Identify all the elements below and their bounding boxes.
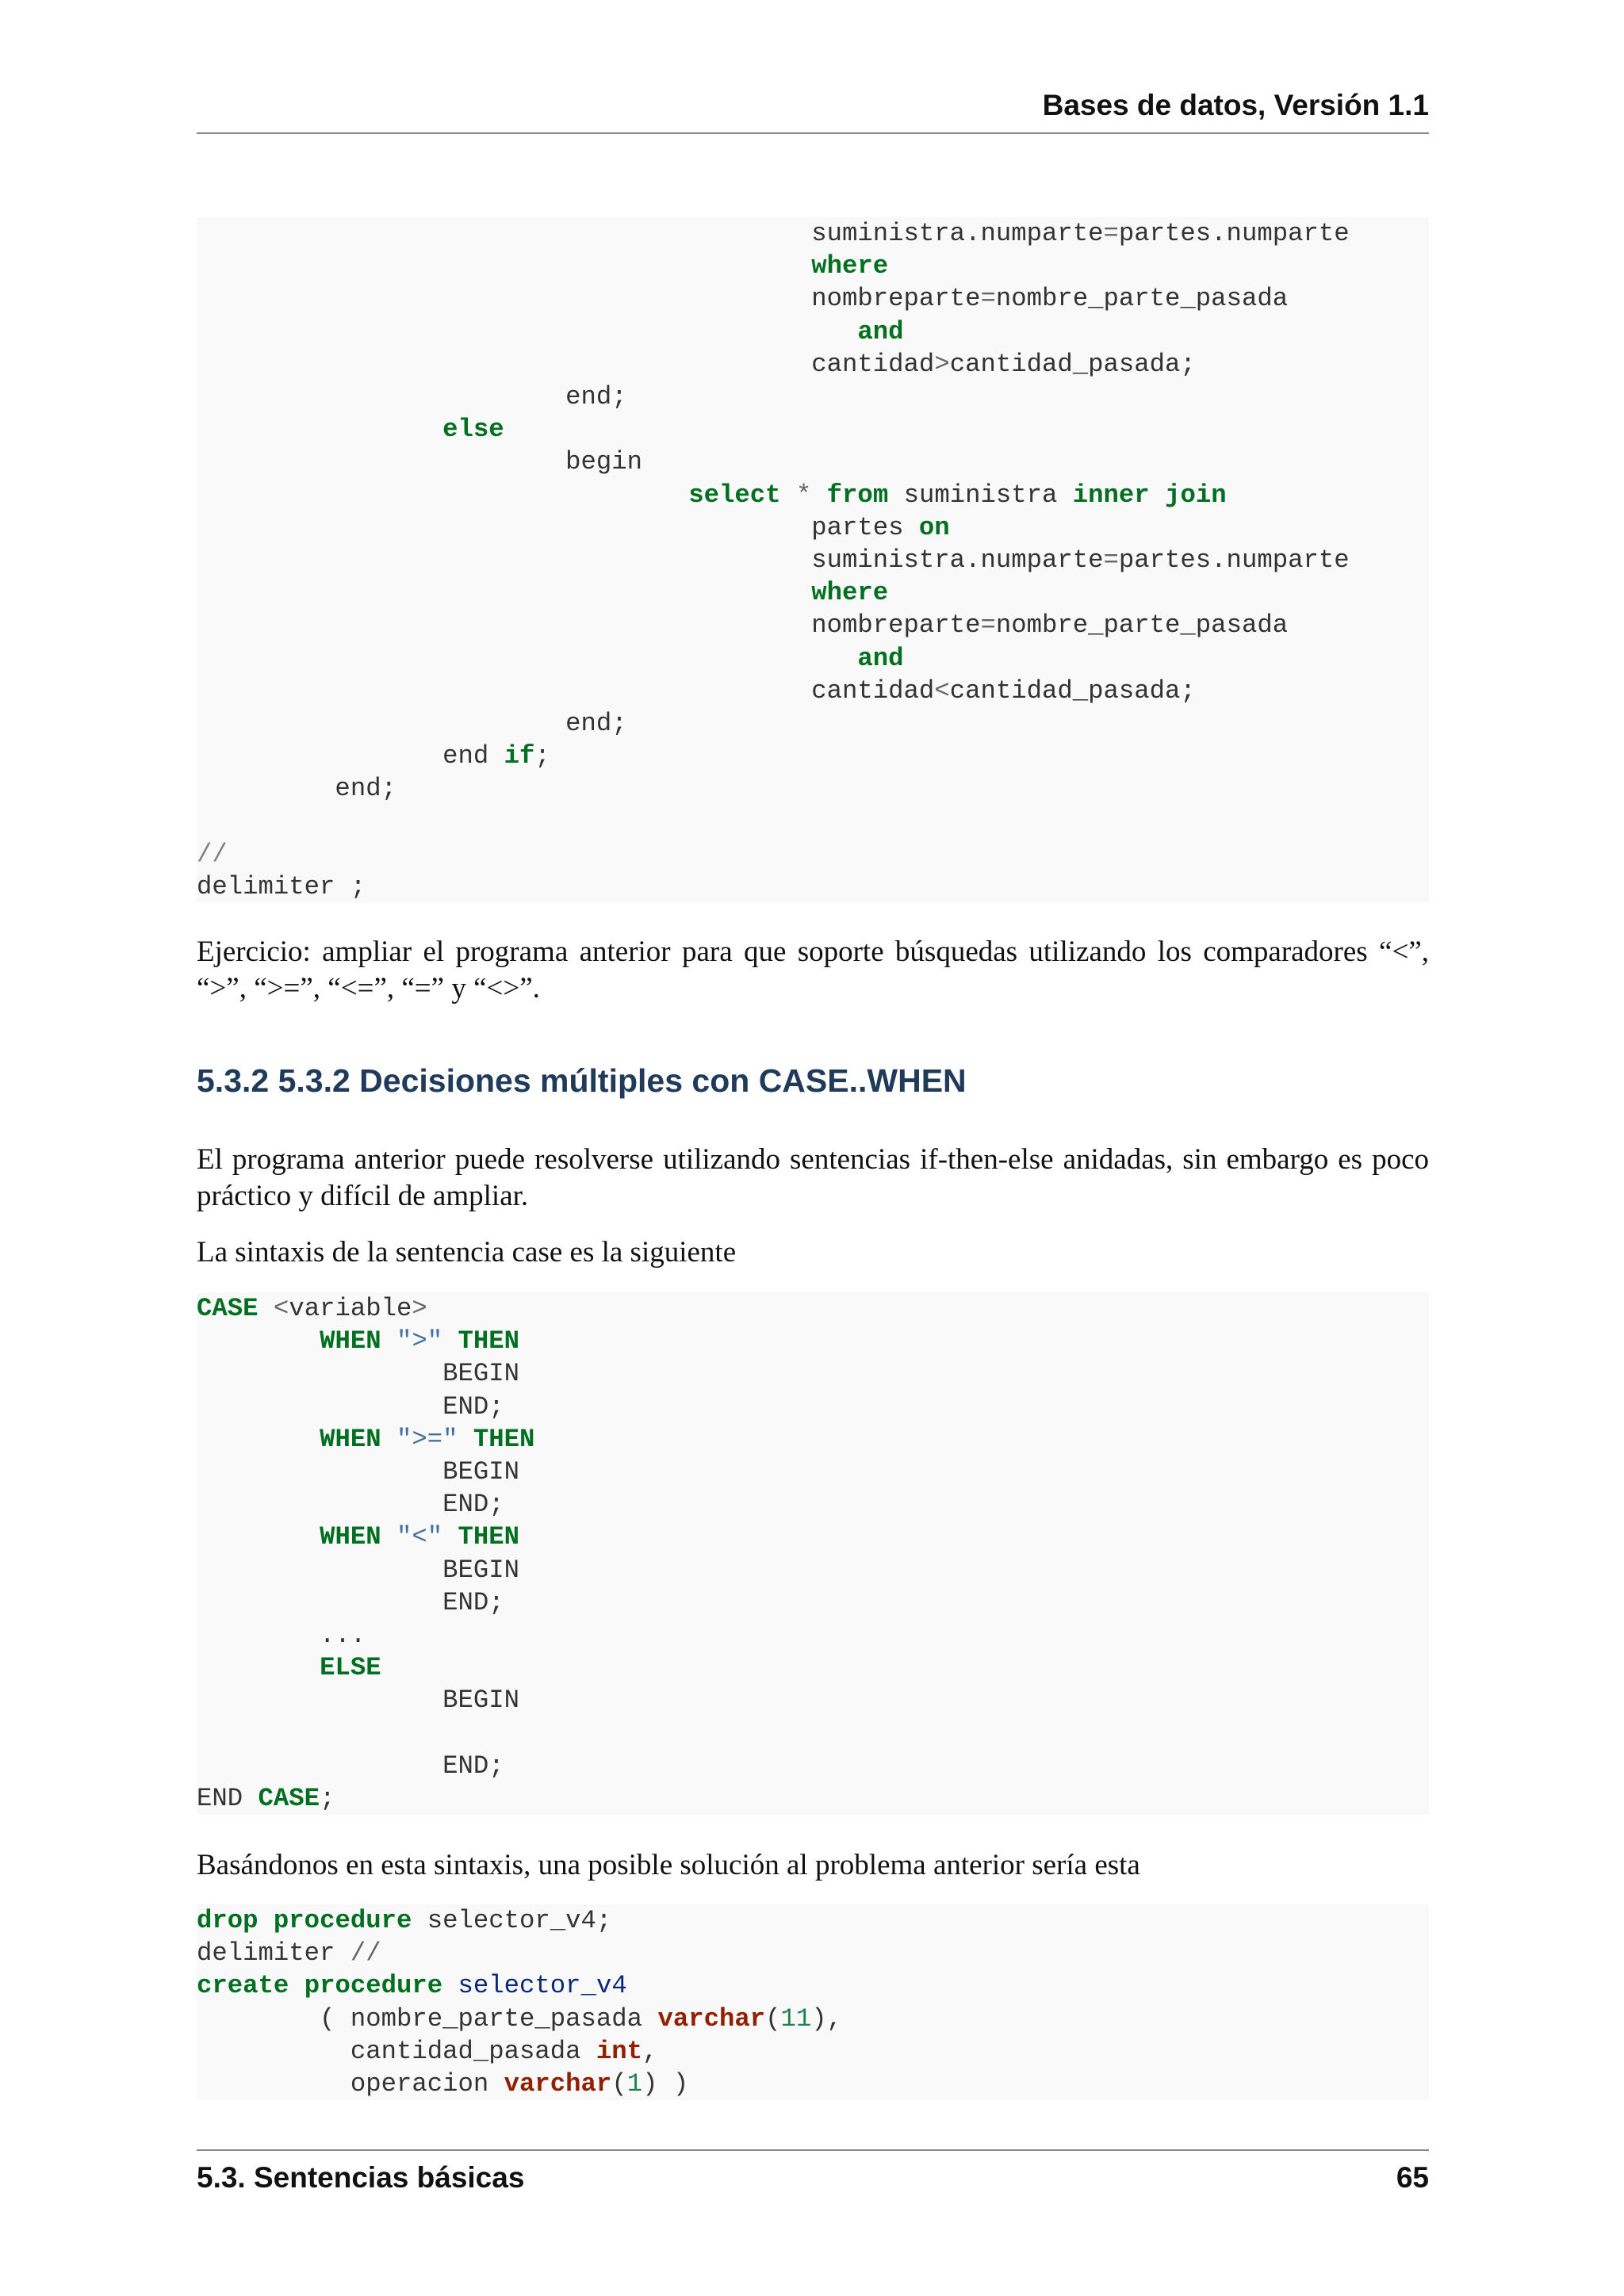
code-line — [197, 1588, 504, 1617]
code-token: select — [688, 480, 781, 510]
code-line — [197, 610, 1288, 640]
code-line — [197, 774, 396, 803]
code-line — [197, 840, 228, 869]
code-token: ), — [811, 2003, 843, 2034]
code-token: ">" — [396, 1326, 443, 1357]
syntax-paragraph: La sintaxis de la sentencia case es la siguiente — [197, 1236, 737, 1269]
code-token: partes.numparte — [1118, 545, 1350, 576]
code-token: // — [350, 1938, 381, 1969]
code-line — [197, 513, 950, 542]
code-token: partes — [197, 512, 919, 542]
code-line — [197, 1359, 519, 1388]
code-line — [197, 1556, 519, 1585]
code-line — [197, 2004, 842, 2034]
code-line — [197, 676, 1196, 706]
code-token: < — [934, 675, 950, 706]
code-line — [197, 545, 1350, 575]
code-token — [259, 1906, 274, 1935]
code-token — [197, 415, 442, 444]
code-block-case-syntax — [197, 1292, 1429, 1815]
code-token — [442, 1522, 458, 1552]
code-token: 1 — [626, 2069, 643, 2099]
code-token — [197, 1326, 320, 1356]
code-token: variable — [289, 1294, 412, 1323]
code-block-selector-v4 — [197, 1904, 1429, 2100]
code-line — [197, 872, 366, 901]
code-token: suministra — [888, 480, 1073, 510]
code-line — [197, 317, 904, 346]
header-rule — [197, 132, 1429, 134]
code-token — [197, 1425, 320, 1454]
code-token: join — [1165, 480, 1227, 510]
code-token: nombre_parte_pasada — [995, 610, 1289, 641]
code-token: else — [442, 415, 504, 445]
code-line — [197, 1938, 381, 1968]
code-token: ; — [534, 741, 550, 771]
code-token — [289, 1971, 304, 2000]
code-token: ( — [611, 2069, 627, 2099]
code-token: BEGIN — [197, 1457, 520, 1487]
code-token — [811, 480, 826, 510]
code-token: END; — [197, 1391, 504, 1422]
code-line — [197, 1751, 504, 1781]
code-token — [259, 1294, 274, 1323]
code-token: ; — [320, 1784, 335, 1814]
code-token: ELSE — [320, 1653, 381, 1683]
code-token: suministra.numparte — [197, 219, 1104, 248]
code-token — [197, 578, 811, 607]
code-token: selector_v4 — [458, 1971, 627, 2001]
code-line — [197, 251, 888, 281]
code-token — [781, 480, 796, 510]
code-line — [197, 1457, 519, 1487]
solution-paragraph: Basándonos en esta sintaxis, una posible solución al problema anterior sería esta — [197, 1849, 1140, 1881]
running-header: Bases de datos, Versión 1.1 — [1042, 89, 1429, 121]
code-token: = — [1103, 545, 1119, 576]
code-line — [197, 1653, 381, 1682]
code-line — [197, 382, 627, 411]
code-line — [197, 480, 1227, 510]
code-line — [197, 1686, 519, 1715]
code-token: partes.numparte — [1118, 219, 1350, 248]
code-token: cantidad_pasada; — [949, 349, 1196, 379]
section-heading: 5.3.2 5.3.2 Decisiones múltiples con CASE..WHEN — [197, 1062, 967, 1099]
code-token: ( nombre_parte_pasada — [197, 2003, 658, 2034]
code-token — [197, 317, 857, 346]
code-token: cantidad_pasada; — [949, 675, 1196, 706]
code-token: procedure — [304, 1971, 443, 2001]
code-token: inner — [1072, 480, 1150, 510]
code-line — [197, 415, 504, 444]
code-line — [197, 1425, 534, 1454]
page-number: 65 — [1396, 2161, 1429, 2194]
code-line — [197, 219, 1350, 248]
code-token: delimiter — [197, 1938, 350, 1969]
code-token — [197, 480, 688, 510]
footer-rule — [197, 2149, 1429, 2151]
code-token: ">=" — [396, 1424, 458, 1454]
code-token: cantidad — [197, 349, 935, 379]
code-token — [381, 1326, 396, 1356]
code-token: end — [197, 741, 504, 771]
code-token: THEN — [458, 1522, 520, 1552]
code-line — [197, 350, 1196, 379]
code-token: = — [1103, 219, 1119, 248]
code-token — [381, 1425, 396, 1454]
code-token: where — [811, 578, 889, 608]
code-block-procedure-tail — [197, 217, 1429, 903]
code-token: cantidad — [197, 675, 935, 706]
intro-paragraph: El programa anterior puede resolverse utilizando sentencias if-then-else anidadas, sin embargo es poco práctico y difícil de ampliar. — [197, 1143, 1429, 1212]
code-token: nombreparte — [197, 610, 981, 641]
code-token: WHEN — [320, 1424, 381, 1454]
code-line — [197, 2069, 688, 2099]
code-token: end; — [197, 774, 396, 804]
code-token: end; — [197, 382, 627, 412]
code-token: THEN — [473, 1424, 535, 1454]
code-line — [197, 1522, 519, 1552]
code-line — [197, 741, 550, 771]
code-token: delimiter ; — [197, 872, 366, 902]
code-token: > — [412, 1294, 427, 1323]
code-line — [197, 447, 642, 476]
code-token: varchar — [504, 2069, 612, 2099]
code-token — [381, 1522, 396, 1552]
code-token: , — [642, 2036, 658, 2066]
code-token: BEGIN — [197, 1686, 520, 1716]
code-token — [458, 1425, 473, 1454]
code-token — [197, 1522, 320, 1552]
code-token: drop — [197, 1906, 259, 1935]
code-token: varchar — [657, 2003, 766, 2034]
code-token: "<" — [396, 1522, 443, 1552]
code-line — [197, 644, 904, 673]
code-line — [197, 578, 888, 607]
code-token: selector_v4; — [412, 1906, 612, 1935]
code-token: and — [857, 316, 904, 346]
code-token: END — [197, 1784, 259, 1814]
code-line — [197, 1621, 366, 1650]
code-token: WHEN — [320, 1326, 381, 1357]
code-token: operacion — [197, 2069, 504, 2099]
code-token: suministra.numparte — [197, 545, 1104, 576]
code-token: ) ) — [642, 2069, 689, 2099]
code-token: create — [197, 1971, 289, 2001]
code-token: THEN — [458, 1326, 520, 1357]
code-token: = — [980, 284, 996, 314]
code-token: end; — [197, 709, 627, 739]
code-token: CASE — [197, 1294, 259, 1323]
code-token: from — [826, 480, 889, 510]
code-line — [197, 1490, 504, 1519]
code-line — [197, 1971, 627, 2000]
code-line — [197, 1326, 519, 1356]
code-token — [197, 251, 811, 281]
code-line — [197, 709, 627, 738]
code-token: END; — [197, 1751, 504, 1781]
code-line — [197, 1294, 427, 1323]
code-line — [197, 284, 1288, 313]
code-token — [197, 1653, 320, 1682]
code-line — [197, 2037, 657, 2066]
code-token: = — [980, 610, 996, 641]
code-line — [197, 1392, 504, 1422]
code-token: < — [273, 1294, 289, 1323]
exercise-paragraph: Ejercicio: ampliar el programa anterior para que soporte búsquedas utilizando los comparadores “<”, “>”, “>=”, “<=”, “=” y “<>”. — [197, 936, 1429, 1004]
code-token: nombreparte — [197, 284, 981, 314]
code-token: END; — [197, 1490, 504, 1520]
code-token: ... — [197, 1621, 366, 1651]
footer-section-title: 5.3. Sentencias básicas — [197, 2161, 525, 2194]
code-token: 11 — [780, 2003, 812, 2034]
code-token: > — [934, 349, 950, 379]
code-token: // — [197, 839, 228, 869]
code-token: where — [811, 251, 889, 281]
code-token — [442, 1971, 458, 2000]
code-token: * — [795, 480, 812, 510]
code-token: and — [857, 643, 904, 673]
code-token: cantidad_pasada — [197, 2036, 596, 2066]
code-token — [1150, 480, 1165, 510]
code-token: WHEN — [320, 1522, 381, 1552]
code-line — [197, 1784, 335, 1813]
code-token: on — [918, 512, 950, 542]
code-token: int — [596, 2036, 643, 2066]
code-token: begin — [197, 447, 643, 477]
code-line — [197, 1906, 611, 1935]
code-token: CASE — [258, 1784, 320, 1814]
code-token — [197, 644, 857, 673]
code-token: ( — [765, 2003, 781, 2034]
code-token: if — [504, 741, 535, 771]
code-token: BEGIN — [197, 1359, 520, 1389]
running-footer — [197, 2161, 1429, 2195]
code-token: nombre_parte_pasada — [995, 284, 1289, 314]
code-token: BEGIN — [197, 1555, 520, 1585]
code-token — [442, 1326, 458, 1356]
code-token: END; — [197, 1587, 504, 1617]
code-token: procedure — [273, 1906, 412, 1935]
